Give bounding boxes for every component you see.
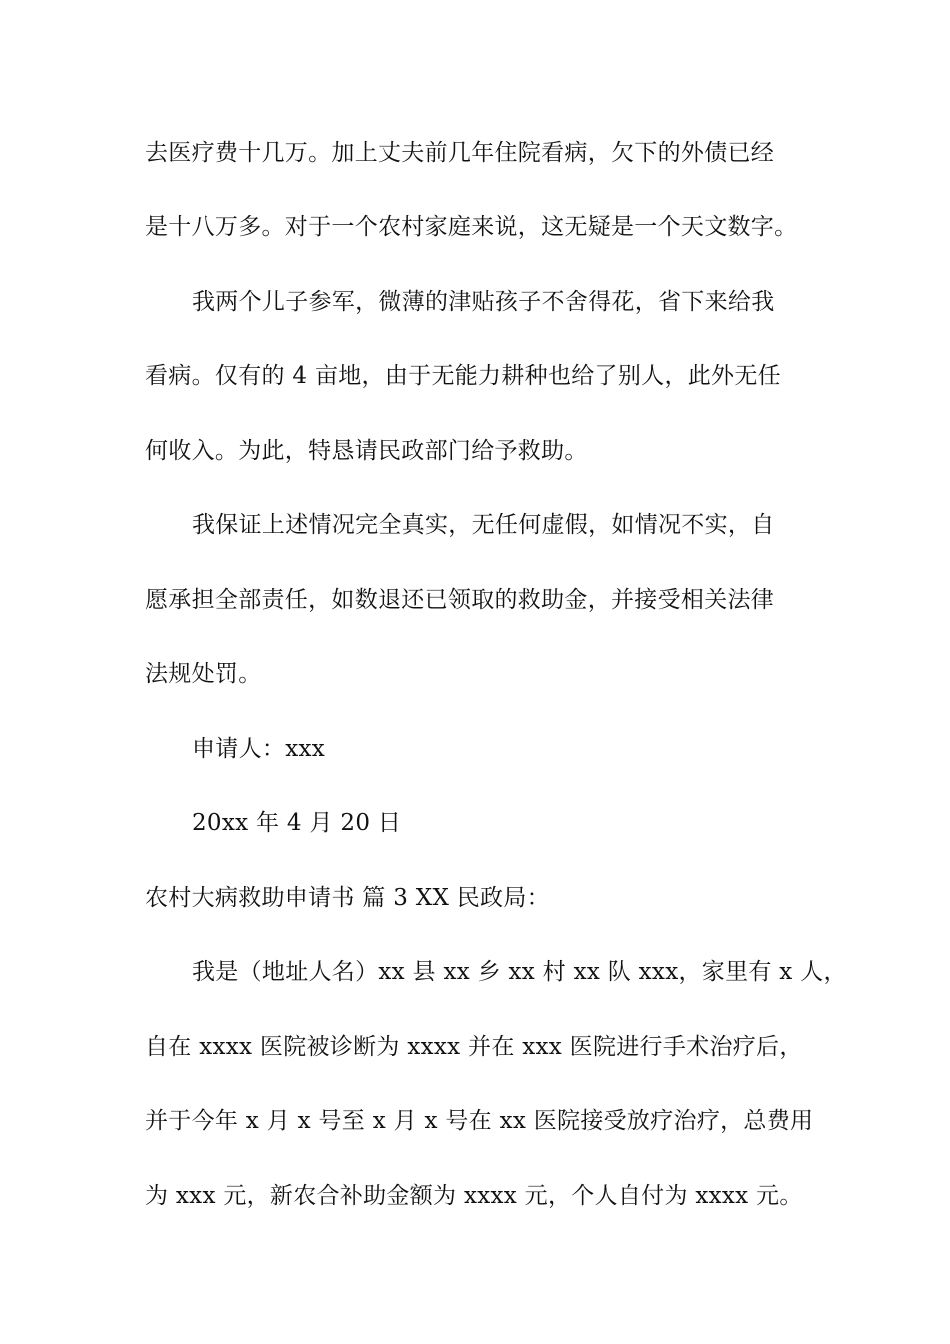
paragraph-line: 我保证上述情况完全真实，无任何虚假，如情况不实，自: [192, 512, 775, 538]
paragraph-line: 法规处罚。: [145, 661, 262, 687]
paragraph-line: 愿承担全部责任，如数退还已领取的救助金，并接受相关法律: [145, 587, 775, 613]
paragraph-line: 我是（地址人名）xx 县 xx 乡 xx 村 xx 队 xxx，家里有 x 人，: [192, 959, 847, 985]
paragraph-line: 是十八万多。对于一个农村家庭来说，这无疑是一个天文数字。: [145, 214, 798, 240]
applicant-line: 申请人：xxx: [192, 736, 326, 762]
section-heading: 农村大病救助申请书 篇 3 XX 民政局：: [145, 885, 550, 911]
paragraph-line: 自在 xxxx 医院被诊断为 xxxx 并在 xxx 医院进行手术治疗后，: [145, 1034, 803, 1060]
paragraph-line: 看病。仅有的 4 亩地，由于无能力耕种也给了别人，此外无任: [145, 363, 781, 389]
paragraph-line: 何收入。为此，特恳请民政部门给予救助。: [145, 438, 588, 464]
date-line: 20xx 年 4 月 20 日: [192, 810, 402, 836]
paragraph-line: 并于今年 x 月 x 号至 x 月 x 号在 xx 医院接受放疗治疗，总费用: [145, 1108, 814, 1134]
paragraph-line: 去医疗费十几万。加上丈夫前几年住院看病，欠下的外债已经: [145, 140, 775, 166]
paragraph-line: 我两个儿子参军，微薄的津贴孩子不舍得花，省下来给我: [192, 289, 775, 315]
paragraph-line: 为 xxx 元，新农合补助金额为 xxxx 元，个人自付为 xxxx 元。: [145, 1183, 803, 1209]
